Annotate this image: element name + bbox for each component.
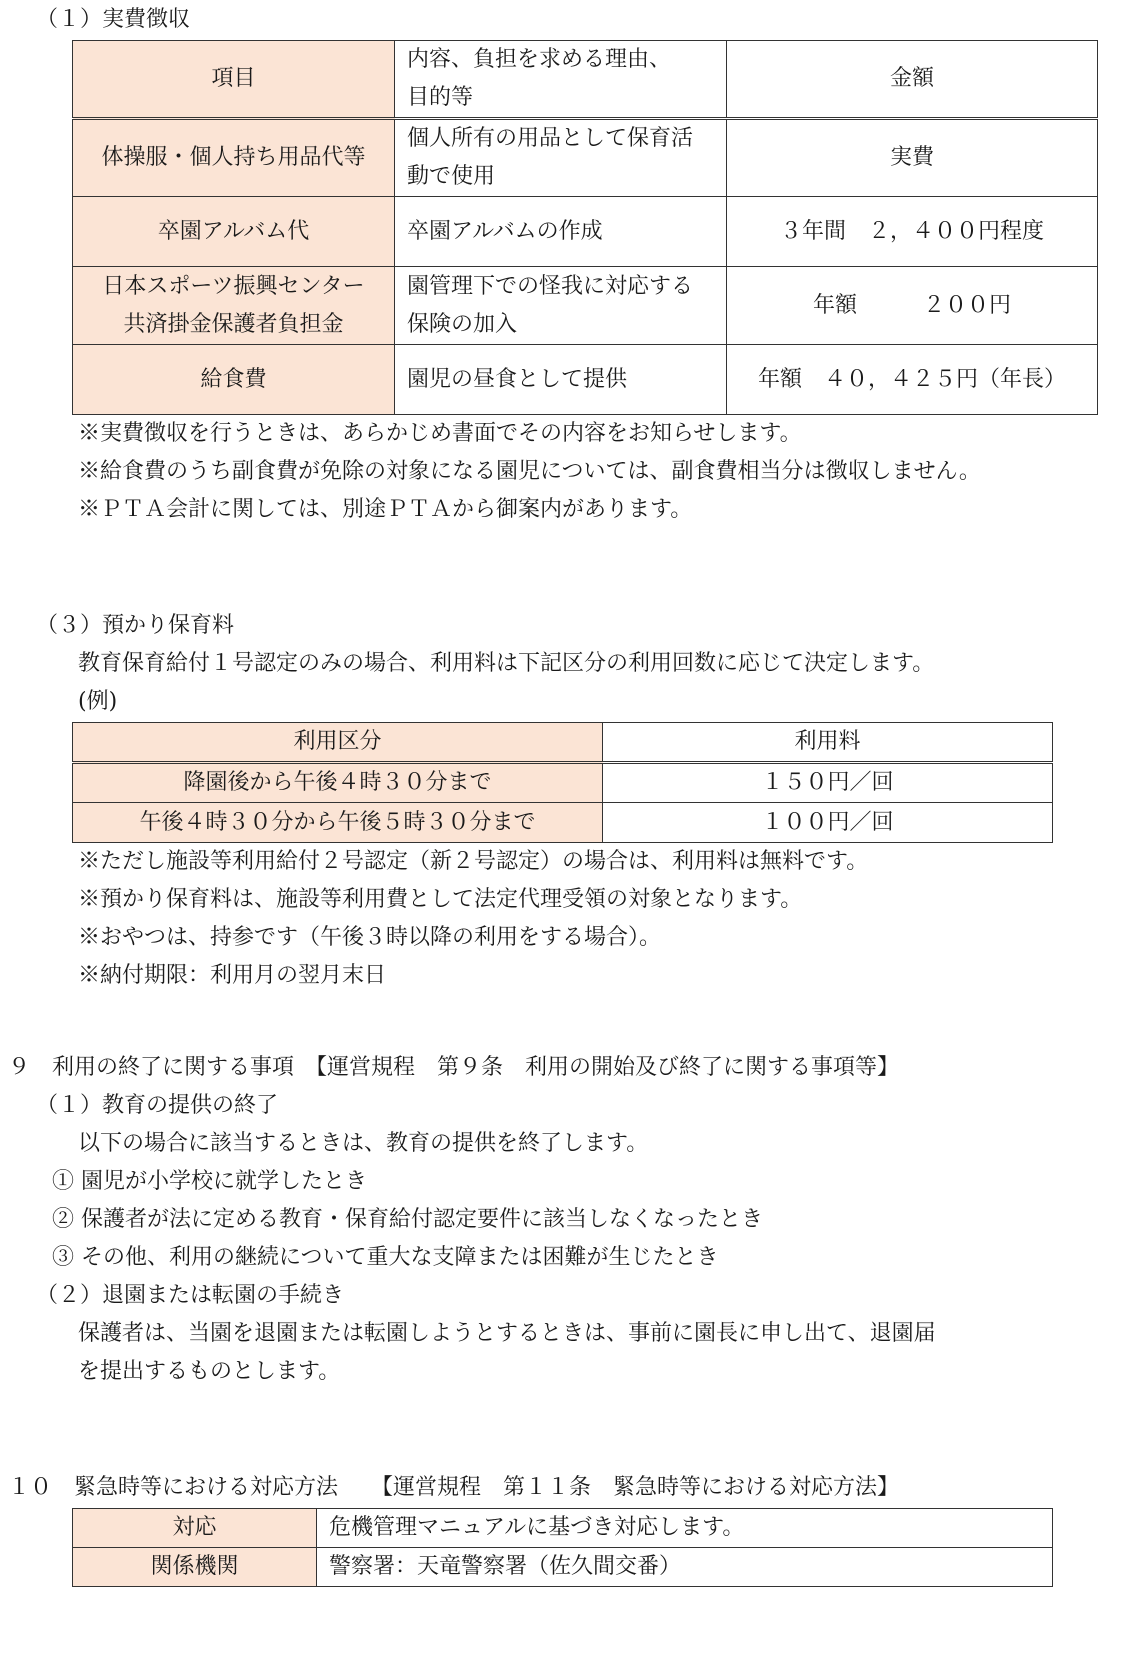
section1-note-2: ※給食費のうち副食費が免除の対象になる園児については、副食費相当分は徴収しません。 [78,459,981,484]
expense-table [72,40,1098,415]
section1-note-3: ※ＰＴＡ会計に関しては、別途ＰＴＡから御案内があります。 [78,497,693,522]
section3-note-3: ※おやつは、持参です（午後３時以降の利用をする場合）。 [78,925,662,950]
header-category: 利用区分 [73,723,603,763]
header-amount: 金額 [727,41,1098,119]
row-item-line: 共済掛金保護者負担金 [123,311,344,337]
row-label: 対応 [73,1509,317,1548]
section9-sub2-line-2: を提出するものとします。 [78,1359,341,1384]
section3-intro: 教育保育給付１号認定のみの場合、利用料は下記区分の利用回数に応じて決定します。 [78,651,935,676]
section9-item-3: ③ その他、利用の継続について重大な支障または困難が生じたとき [52,1245,719,1270]
header-reason-line-2: 目的等 [407,85,474,110]
section1-title: （１）実費徴収 [36,7,191,32]
row-reason-line: 動で使用 [407,164,496,189]
row-amount: 年額 ４０，４２５円（年長） [727,345,1098,415]
row-category: 降園後から午後４時３０分まで [73,763,603,803]
childcare-fee-table [72,722,1053,843]
row-reason: 卒園アルバムの作成 [395,197,727,267]
row-label: 関係機関 [73,1548,317,1587]
section1-note-1: ※実費徴収を行うときは、あらかじめ書面でその内容をお知らせします。 [78,421,802,446]
row-fee: １００円／回 [603,803,1053,843]
row-reason-line: 園管理下での怪我に対応する [407,273,694,299]
row-item: 体操服・個人持ち用品代等 [73,119,395,197]
row-item [73,267,395,345]
section9-item-1: ① 園児が小学校に就学したとき [52,1169,367,1194]
section9-sub1: （１）教育の提供の終了 [36,1093,279,1118]
table-row [73,345,1098,415]
table-row [73,763,1053,803]
row-item: 給食費 [73,345,395,415]
section9-sub1-intro: 以下の場合に該当するときは、教育の提供を終了します。 [78,1131,649,1156]
row-reason [395,119,727,197]
row-reason-line: 保険の加入 [407,311,518,337]
table-row [73,197,1098,267]
table-row [73,119,1098,197]
row-reason: 園児の昼食として提供 [395,345,727,415]
section9-heading: ９ 利用の終了に関する事項 【運営規程 第９条 利用の開始及び終了に関する事項等】 [8,1055,900,1080]
table-row [73,803,1053,843]
emergency-table [72,1508,1053,1587]
section3-note-4: ※納付期限：利用月の翌月末日 [78,963,387,988]
header-reason [395,41,727,119]
row-reason [395,267,727,345]
section3-example: (例) [78,689,118,714]
header-reason-line-1: 内容、負担を求める理由、 [407,47,672,72]
row-fee: １５０円／回 [603,763,1053,803]
row-item: 卒園アルバム代 [73,197,395,267]
row-reason-line: 個人所有の用品として保育活 [407,126,694,151]
row-category: 午後４時３０分から午後５時３０分まで [73,803,603,843]
section10-heading: １０ 緊急時等における対応方法 【運営規程 第１１条 緊急時等における対応方法】 [8,1475,900,1500]
row-value: 危機管理マニュアルに基づき対応します。 [317,1509,1053,1548]
header-fee: 利用料 [603,723,1053,763]
section3-note-2: ※預かり保育料は、施設等利用費として法定代理受領の対象となります。 [78,887,803,912]
table-row [73,1548,1053,1587]
row-amount: 実費 [727,119,1098,197]
row-value: 警察署：天竜警察署（佐久間交番） [317,1548,1053,1587]
row-amount: 年額 ２００円 [727,267,1098,345]
table-row [73,1509,1053,1548]
row-amount: ３年間 ２，４００円程度 [727,197,1098,267]
table-row [73,267,1098,345]
row-item-line: 日本スポーツ振興センター [102,273,365,299]
section9-sub2-line-1: 保護者は、当園を退園または転園しようとするときは、事前に園長に申し出て、退園届 [78,1321,936,1346]
section9-sub2: （２）退園または転園の手続き [36,1283,345,1308]
section3-note-1: ※ただし施設等利用給付２号認定（新２号認定）の場合は、利用料は無料です。 [78,849,869,874]
section3-title: （３）預かり保育料 [36,613,235,638]
header-item: 項目 [73,41,395,119]
section9-item-2: ② 保護者が法に定める教育・保育給付認定要件に該当しなくなったとき [52,1207,763,1232]
